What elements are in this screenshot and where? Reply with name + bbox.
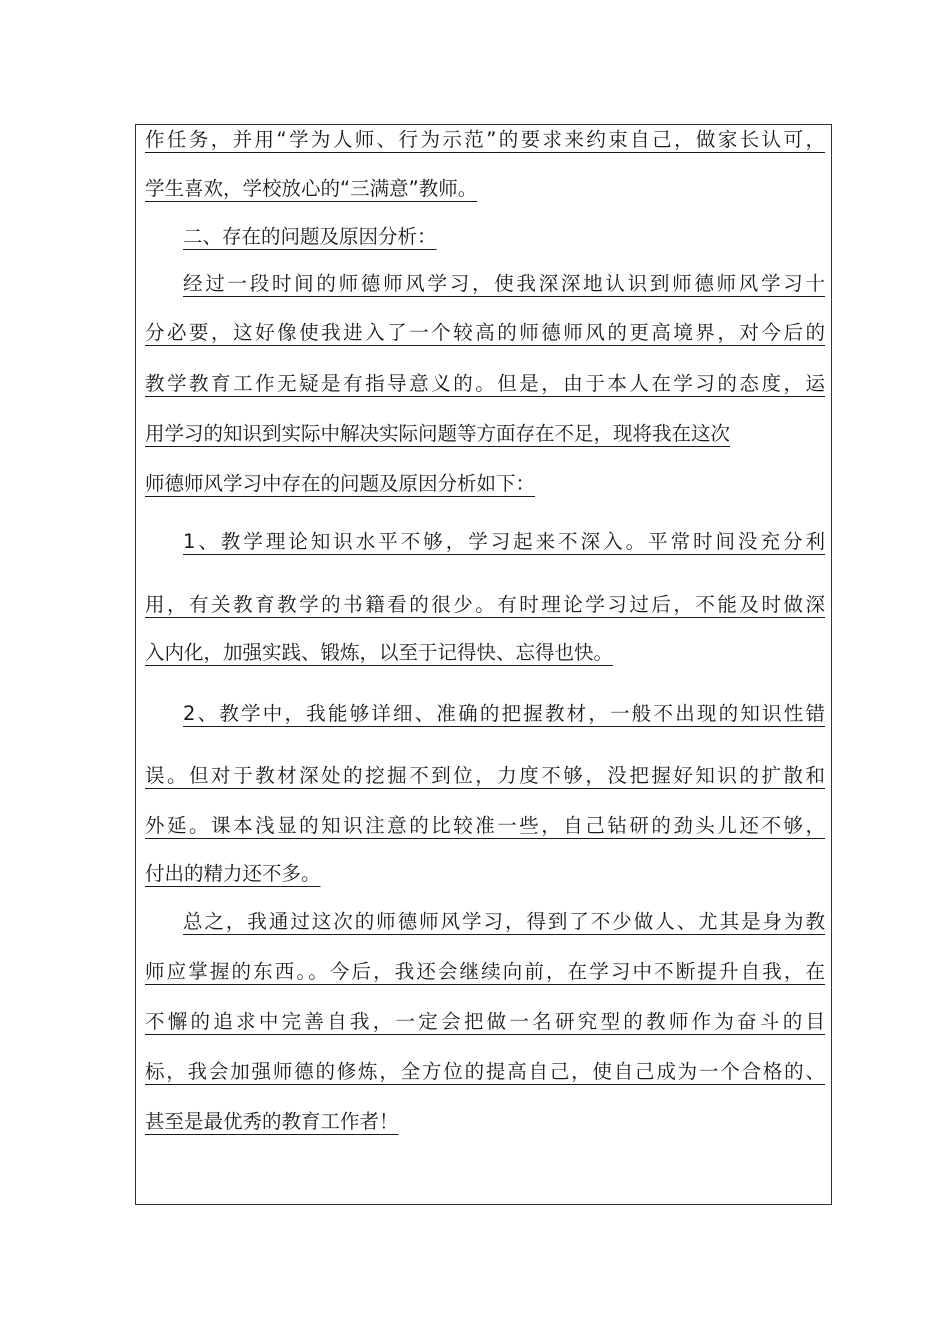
text-line: 不懈的追求中完善自我，一定会把做一名研究型的教师作为奋斗的目 — [145, 1010, 825, 1033]
text-line: 师德师风学习中存在的问题及原因分析如下： — [145, 472, 536, 495]
list-item-text: 2、教学中，我能够详细、准确的把握教材，一般不出现的知识性错 — [183, 702, 825, 725]
text-line: 付出的精力还不多。 — [145, 862, 321, 885]
text-line: 教学教育工作无疑是有指导意义的。但是，由于本人在学习的态度，运 — [145, 372, 825, 395]
text-line: 用学习的知识到实际中解决实际问题等方面存在不足，现将我在这次 — [145, 422, 731, 445]
text-line: 外延。课本浅显的知识注意的比较准一些，自己钻研的劲头儿还不够， — [145, 814, 825, 837]
text-line: 师应掌握的东西。。今后，我还会继续向前，在学习中不断提升自我，在 — [145, 960, 825, 983]
section-heading: 二、存在的问题及原因分析： — [183, 225, 437, 248]
text-line: 标，我会加强师德的修炼，全方位的提高自己，使自己成为一个合格的、 — [145, 1060, 825, 1083]
text-line: 作任务，并用“学为人师、行为示范”的要求来约束自己，做家长认可， — [145, 128, 825, 151]
text-line: 入内化，加强实践、锻炼，以至于记得快、忘得也快。 — [145, 641, 614, 664]
text-line: 总之，我通过这次的师德师风学习，得到了不少做人、尤其是身为教 — [183, 910, 825, 933]
text-line: 误。但对于教材深处的挖掘不到位，力度不够，没把握好知识的扩散和 — [145, 764, 825, 787]
text-line: 经过一段时间的师德师风学习，使我深深地认识到师德师风学习十 — [183, 272, 825, 295]
list-item-text: 1、教学理论知识水平不够，学习起来不深入。平常时间没充分利 — [183, 530, 825, 553]
text-line: 甚至是最优秀的教育工作者！ — [145, 1110, 399, 1133]
text-line: 用，有关教育教学的书籍看的很少。有时理论学习过后，不能及时做深 — [145, 593, 825, 616]
text-line: 学生喜欢，学校放心的“三满意”教师。 — [145, 177, 478, 200]
text-line: 分必要，这好像使我进入了一个较高的师德师风的更高境界，对今后的 — [145, 321, 825, 344]
